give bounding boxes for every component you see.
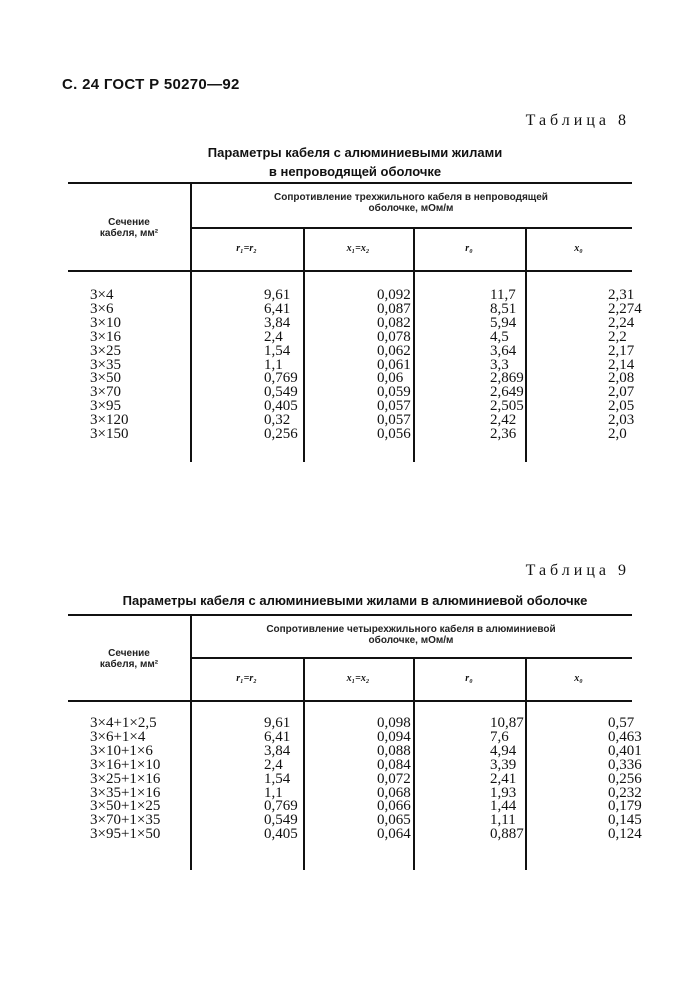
subheader-rule xyxy=(190,227,632,229)
cell: 3×70+1×35 xyxy=(90,812,161,829)
cell: 2,649 xyxy=(490,384,524,401)
cell: 3,64 xyxy=(490,342,517,359)
cell: 2,41 xyxy=(490,770,517,787)
cell: 3×150 xyxy=(90,426,129,442)
cell: 3×4+1×2,5 xyxy=(90,715,157,731)
cell: 2,4 xyxy=(264,328,283,345)
subheader-2: r₀ xyxy=(465,242,473,254)
table-title-line: в непроводящей оболочке xyxy=(268,164,442,179)
cell: 0,232 xyxy=(608,784,642,801)
cell: 1,1 xyxy=(264,784,283,801)
cell: 3×16 xyxy=(90,328,121,345)
cell: 2,17 xyxy=(608,342,635,359)
cell: 0,769 xyxy=(264,370,298,387)
cell: 3×95+1×50 xyxy=(90,826,161,843)
resistance-group-header: Сопротивление трехжильного кабеля в непроводящей оболочке, мОм/м xyxy=(274,192,548,214)
subheader-0: r₁=r₂ xyxy=(236,672,257,684)
cell: 8,51 xyxy=(490,300,517,317)
column-divider xyxy=(190,182,192,462)
cell: 1,54 xyxy=(264,342,291,359)
cell: 3×50+1×25 xyxy=(90,798,161,815)
cell: 1,1 xyxy=(264,356,283,373)
cell: 0,057 xyxy=(377,412,411,429)
cell: 2,869 xyxy=(490,370,524,387)
cell: 0,098 xyxy=(377,715,411,731)
column-divider xyxy=(413,227,415,462)
cell: 0,145 xyxy=(608,812,642,829)
subheader-2: r₀ xyxy=(465,672,473,684)
cell: 2,505 xyxy=(490,398,524,415)
cell: 9,61 xyxy=(264,715,291,731)
cell: 2,274 xyxy=(608,300,642,317)
resistance-group-header: Сопротивление четырехжильного кабеля в алюминиевой оболочке, мОм/м xyxy=(266,624,556,646)
cell: 2,14 xyxy=(608,356,635,373)
cell: 0,092 xyxy=(377,287,411,303)
cell: 2,36 xyxy=(490,426,517,442)
cell: 0,057 xyxy=(377,398,411,415)
cell: 2,24 xyxy=(608,314,635,331)
cell: 3×10+1×6 xyxy=(90,742,153,759)
cell: 3×35+1×16 xyxy=(90,784,161,801)
cell: 0,065 xyxy=(377,812,411,829)
cell: 3×25+1×16 xyxy=(90,770,161,787)
cell: 4,5 xyxy=(490,328,509,345)
column-divider xyxy=(303,227,305,462)
cell: 5,94 xyxy=(490,314,517,331)
cell: 0,062 xyxy=(377,342,411,359)
column-divider xyxy=(190,614,192,870)
cell: 1,54 xyxy=(264,770,291,787)
cell: 0,068 xyxy=(377,784,411,801)
cell: 6,41 xyxy=(264,728,291,745)
cell: 0,06 xyxy=(377,370,404,387)
cell: 3×35 xyxy=(90,356,121,373)
section-header: Сечение кабеля, мм² xyxy=(99,648,159,670)
cell: 3×6+1×4 xyxy=(90,728,146,745)
subheader-3: x₀ xyxy=(574,242,583,254)
cell: 0,094 xyxy=(377,728,411,745)
cell: 3,84 xyxy=(264,742,291,759)
subheader-1: x₁=x₂ xyxy=(346,242,370,254)
cell: 1,93 xyxy=(490,784,517,801)
cell: 3×16+1×10 xyxy=(90,756,161,773)
cell: 0,887 xyxy=(490,826,524,843)
cell: 2,4 xyxy=(264,756,283,773)
cell: 3×70 xyxy=(90,384,121,401)
cell: 2,03 xyxy=(608,412,635,429)
cell: 3×25 xyxy=(90,342,121,359)
header-bottom-rule xyxy=(68,270,632,272)
cell: 0,061 xyxy=(377,356,411,373)
subheader-0: r₁=r₂ xyxy=(236,242,257,254)
cell: 3,3 xyxy=(490,356,509,373)
table-title-line: Параметры кабеля с алюминиевыми жилами xyxy=(207,145,503,160)
table-label: Таблица 9 xyxy=(525,562,630,579)
cell: 3×10 xyxy=(90,314,121,331)
subheader-1: x₁=x₂ xyxy=(346,672,370,684)
cell: 0,57 xyxy=(608,715,635,731)
cell: 3×50 xyxy=(90,370,121,387)
cell: 3,39 xyxy=(490,756,517,773)
cell: 0,082 xyxy=(377,314,411,331)
cell: 0,549 xyxy=(264,812,298,829)
cell: 0,056 xyxy=(377,426,411,442)
cell: 0,088 xyxy=(377,742,411,759)
page-header: С. 24 ГОСТ Р 50270—92 xyxy=(62,76,240,93)
cell: 0,256 xyxy=(608,770,642,787)
cell: 2,08 xyxy=(608,370,635,387)
subheader-3: x₀ xyxy=(574,672,583,684)
table-title-line: Параметры кабеля с алюминиевыми жилами в алюминиевой оболочке xyxy=(122,593,588,608)
cell: 0,549 xyxy=(264,384,298,401)
cell: 0,064 xyxy=(377,826,411,843)
header-bottom-rule xyxy=(68,700,632,702)
cell: 0,059 xyxy=(377,384,411,401)
cell: 2,0 xyxy=(608,426,627,442)
cell: 10,87 xyxy=(490,715,524,731)
cell: 3×120 xyxy=(90,412,129,429)
cell: 6,41 xyxy=(264,300,291,317)
section-header: Сечение кабеля, мм² xyxy=(99,217,159,239)
cell: 2,2 xyxy=(608,328,627,345)
table-title xyxy=(60,143,650,181)
cell: 3,84 xyxy=(264,314,291,331)
cell: 0,769 xyxy=(264,798,298,815)
cell: 3×4 xyxy=(90,287,114,303)
table-label: Таблица 8 xyxy=(525,112,630,129)
table-title xyxy=(60,591,650,610)
cell: 2,31 xyxy=(608,287,635,303)
cell: 0,463 xyxy=(608,728,642,745)
cell: 2,05 xyxy=(608,398,635,415)
column-divider xyxy=(525,227,527,462)
cell: 0,256 xyxy=(264,426,298,442)
subheader-rule xyxy=(190,657,632,659)
cell: 2,07 xyxy=(608,384,635,401)
cell: 1,11 xyxy=(490,812,516,829)
top-rule xyxy=(68,182,632,184)
cell: 1,44 xyxy=(490,798,517,815)
cell: 0,087 xyxy=(377,300,411,317)
cell: 9,61 xyxy=(264,287,291,303)
cell: 0,405 xyxy=(264,826,298,843)
cell: 11,7 xyxy=(490,287,516,303)
top-rule xyxy=(68,614,632,616)
column-divider xyxy=(303,657,305,870)
column-divider xyxy=(413,657,415,870)
cell: 0,32 xyxy=(264,412,291,429)
cell: 0,078 xyxy=(377,328,411,345)
cell: 0,405 xyxy=(264,398,298,415)
cell: 0,072 xyxy=(377,770,411,787)
cell: 0,084 xyxy=(377,756,411,773)
cell: 7,6 xyxy=(490,728,509,745)
cell: 3×6 xyxy=(90,300,114,317)
column-divider xyxy=(525,657,527,870)
cell: 4,94 xyxy=(490,742,517,759)
cell: 0,179 xyxy=(608,798,642,815)
cell: 0,066 xyxy=(377,798,411,815)
cell: 0,401 xyxy=(608,742,642,759)
cell: 2,42 xyxy=(490,412,517,429)
cell: 0,336 xyxy=(608,756,642,773)
cell: 0,124 xyxy=(608,826,642,843)
cell: 3×95 xyxy=(90,398,121,415)
